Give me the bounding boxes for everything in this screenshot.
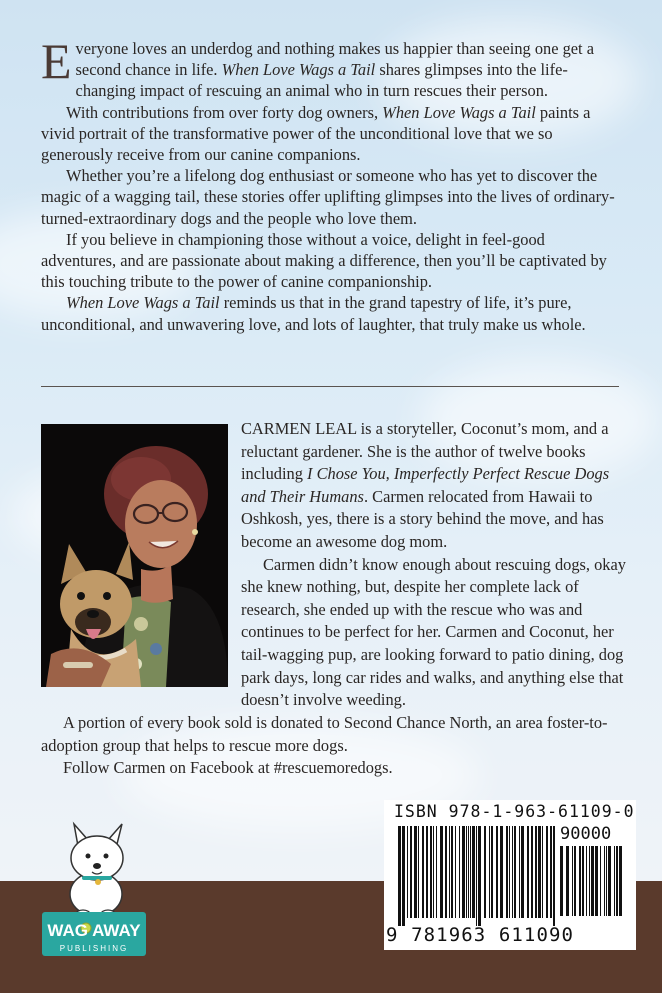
author-with-dog-image [41,424,228,687]
blurb-paragraph-3: Whether you’re a lifelong dog enthusiast or someone who has yet to discover the magic of a wagging tail, these stories offer uplifting glimpses into the lives of ordinary-turned-extraordinary dogs and the people who love them. [41,166,615,228]
drop-cap: E [41,33,72,89]
author-bio [241,418,631,712]
social-paragraph: Follow Carmen on Facebook at #rescuemoredogs. [63,758,393,778]
ean-barcode-bars [398,826,556,926]
price-barcode-bars [560,846,626,926]
previous-book-title: I Chose You, Imperfectly Perfect Rescue Dogs and Their Humans [241,464,610,506]
section-divider [41,386,619,387]
isbn-barcode [384,800,636,950]
isbn-number: ISBN 978-1-963-61109-0 [394,802,635,821]
bio-continued [41,712,631,780]
book-title: When Love Wags a Tail [221,60,376,80]
price-code: 90000 [560,824,612,844]
donation-paragraph: A portion of every book sold is donated to Second Chance North, an area foster-to-adoption group that helps to rescue more dogs. [41,713,608,755]
blurb-paragraph-5: When Love Wags a Tail reminds us that in the grand tapestry of life, it’s pure, unconditional, and unwavering love, and lots of laughter, that truly make us whole. [41,293,586,334]
book-title: When Love Wags a Tail [382,102,536,122]
ean-digits: 9 781963 611090 [386,924,575,946]
book-title: When Love Wags a Tail [66,293,220,313]
publisher-logo [38,816,150,958]
author-photo [41,424,228,687]
bio-paragraph-1: CARMEN LEAL is a storyteller, Coconut’s mom, and a reluctant gardener. She is the author of twelve books including I Chose You, Imperfectly Perfect Rescue Dogs and Their Humans. Carmen relocated from Hawaii to Oshkosh, yes, there is a story behind the move, and has become an awesome dog mom. [241,419,610,551]
blurb-paragraph-2: With contributions from over forty dog owners, When Love Wags a Tail paints a vivid portrait of the transformative power of the unconditional love that we so generously receive from our canine companions. [41,102,591,165]
bio-paragraph-2: Carmen didn’t know enough about rescuing dogs, okay she knew nothing, but, despite her complete lack of research, she ended up with the rescue who was and continues to be perfect for her. Carmen and Coconut, her tail-wagging pup, are looking forward to patio dining, dog park days, long car rides and walks, and anything else that doesn’t involve weeding. [241,554,626,710]
logo-subtitle: PUBLISHING [59,944,129,953]
westie-dog-icon [38,816,150,958]
logo-title: WAG AWAY [47,921,141,940]
blurb-paragraph-1: Everyone loves an underdog and nothing makes us happier than seeing one get a second chance in life. When Love Wags a Tail shares glimpses into the life-changing impact of rescuing an animal who in turn rescues their person. [41,33,594,101]
blurb-paragraph-4: If you believe in championing those without a voice, delight in feel-good adventures, and are passionate about making a difference, then you’ll be captivated by this touching tribute to the power of canine companionship. [41,229,607,292]
book-blurb [41,33,621,335]
